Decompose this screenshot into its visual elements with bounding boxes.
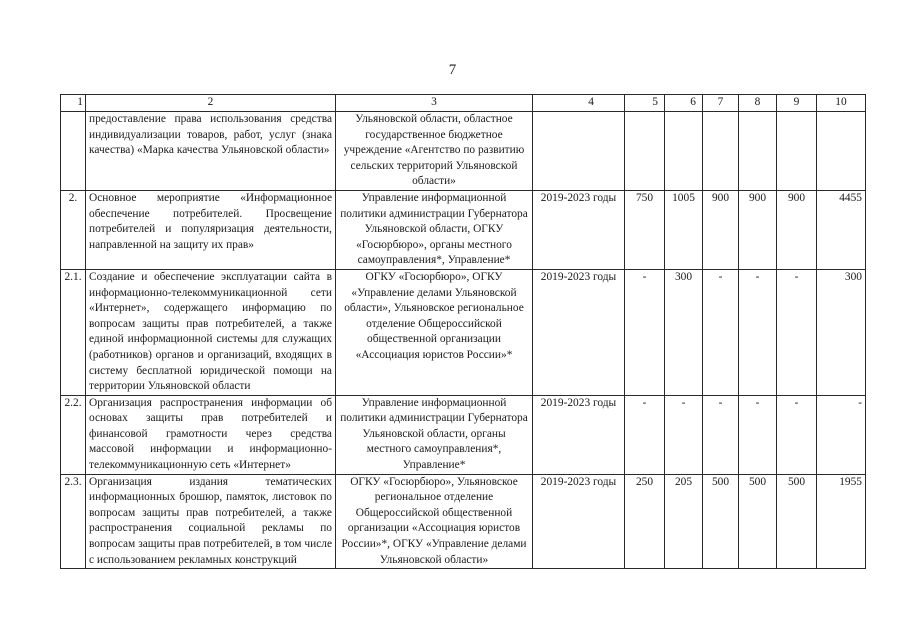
funding-col-7: 900 bbox=[703, 190, 739, 269]
column-header: 2 bbox=[86, 95, 336, 112]
funding-col-9: - bbox=[777, 395, 817, 474]
funding-col-9: 500 bbox=[777, 474, 817, 569]
funding-col-8: 900 bbox=[739, 190, 777, 269]
funding-col-6: - bbox=[665, 395, 703, 474]
activity-name: Основное мероприятие «Информационное обеспечение потребителей. Просвещение потребителей и популяризация деятельности, направленной на защиту их прав» bbox=[86, 190, 336, 269]
implementation-period: 2019-2023 годы bbox=[533, 474, 625, 569]
funding-total: - bbox=[817, 395, 866, 474]
funding-col-8: - bbox=[739, 269, 777, 395]
column-header: 8 bbox=[739, 95, 777, 112]
responsible-executors: Управление информационной политики администрации Губернатора Ульяновской области, органы местного самоуправления*, Управление* bbox=[336, 395, 533, 474]
implementation-period: 2019-2023 годы bbox=[533, 269, 625, 395]
funding-col-8: - bbox=[739, 395, 777, 474]
funding-col-6 bbox=[665, 112, 703, 191]
implementation-period bbox=[533, 112, 625, 191]
column-header: 7 bbox=[703, 95, 739, 112]
column-header: 6 bbox=[665, 95, 703, 112]
column-header: 4 bbox=[533, 95, 625, 112]
funding-col-5 bbox=[625, 112, 665, 191]
funding-total: 4455 bbox=[817, 190, 866, 269]
responsible-executors: ОГКУ «Госюрбюро», Ульяновское региональное отделение Общероссийской общественной организации «Ассоциация юристов России»*, ОГКУ «Управление делами Ульяновской области» bbox=[336, 474, 533, 569]
funding-col-8: 500 bbox=[739, 474, 777, 569]
row-number: 2. bbox=[61, 190, 86, 269]
table-row bbox=[61, 190, 866, 269]
funding-col-9 bbox=[777, 112, 817, 191]
funding-col-7: 500 bbox=[703, 474, 739, 569]
row-number: 2.2. bbox=[61, 395, 86, 474]
column-number-header-row bbox=[61, 95, 866, 112]
funding-total bbox=[817, 112, 866, 191]
funding-col-5: 250 bbox=[625, 474, 665, 569]
responsible-executors: Ульяновской области, областное государственное бюджетное учреждение «Агентство по развитию сельских территорий Ульяновской области» bbox=[336, 112, 533, 191]
page-number: 7 bbox=[448, 62, 457, 78]
funding-col-5: - bbox=[625, 395, 665, 474]
table-row bbox=[61, 269, 866, 395]
funding-total: 300 bbox=[817, 269, 866, 395]
row-number: 2.3. bbox=[61, 474, 86, 569]
implementation-period: 2019-2023 годы bbox=[533, 190, 625, 269]
funding-col-5: - bbox=[625, 269, 665, 395]
funding-col-6: 1005 bbox=[665, 190, 703, 269]
activity-name: Создание и обеспечение эксплуатации сайта в информационно-телекоммуникационной сети «Интернет», содержащего информацию по вопросам защиты прав потребителей, а также единой информационной системы для служащих (работников) органов и организаций, входящих в систему бесплатной юридической помощи на территории Ульяновской области bbox=[86, 269, 336, 395]
funding-col-7 bbox=[703, 112, 739, 191]
column-header: 5 bbox=[625, 95, 665, 112]
row-number: 2.1. bbox=[61, 269, 86, 395]
funding-col-7: - bbox=[703, 395, 739, 474]
activity-name: Организация издания тематических информационных брошюр, памяток, листовок по вопросам защиты прав потребителей, а также распространения социальной рекламы по вопросам защиты прав потребителей, в том числе с использованием рекламных конструкций bbox=[86, 474, 336, 569]
funding-col-8 bbox=[739, 112, 777, 191]
column-header: 3 bbox=[336, 95, 533, 112]
funding-col-6: 205 bbox=[665, 474, 703, 569]
funding-col-7: - bbox=[703, 269, 739, 395]
responsible-executors: Управление информационной политики администрации Губернатора Ульяновской области, ОГКУ «Госюрбюро», органы местного самоуправления*, Управление* bbox=[336, 190, 533, 269]
activity-name: предоставление права использования средства индивидуализации товаров, работ, услуг (знака качества) «Марка качества Ульяновской области» bbox=[86, 112, 336, 191]
table-row bbox=[61, 112, 866, 191]
funding-col-5: 750 bbox=[625, 190, 665, 269]
table-row bbox=[61, 474, 866, 569]
funding-col-9: - bbox=[777, 269, 817, 395]
program-activities-table bbox=[60, 94, 866, 569]
responsible-executors: ОГКУ «Госюрбюро», ОГКУ «Управление делами Ульяновской области», Ульяновское региональное отделение Общероссийской общественной организации «Ассоциация юристов России»* bbox=[336, 269, 533, 395]
funding-col-9: 900 bbox=[777, 190, 817, 269]
activity-name: Организация распространения информации об основах защиты прав потребителей и финансовой грамотности через средства массовой информации и информационно-телекоммуникационную сеть «Интернет» bbox=[86, 395, 336, 474]
funding-total: 1955 bbox=[817, 474, 866, 569]
column-header: 1 bbox=[61, 95, 86, 112]
column-header: 9 bbox=[777, 95, 817, 112]
row-number bbox=[61, 112, 86, 191]
implementation-period: 2019-2023 годы bbox=[533, 395, 625, 474]
table-row bbox=[61, 395, 866, 474]
funding-col-6: 300 bbox=[665, 269, 703, 395]
column-header: 10 bbox=[817, 95, 866, 112]
